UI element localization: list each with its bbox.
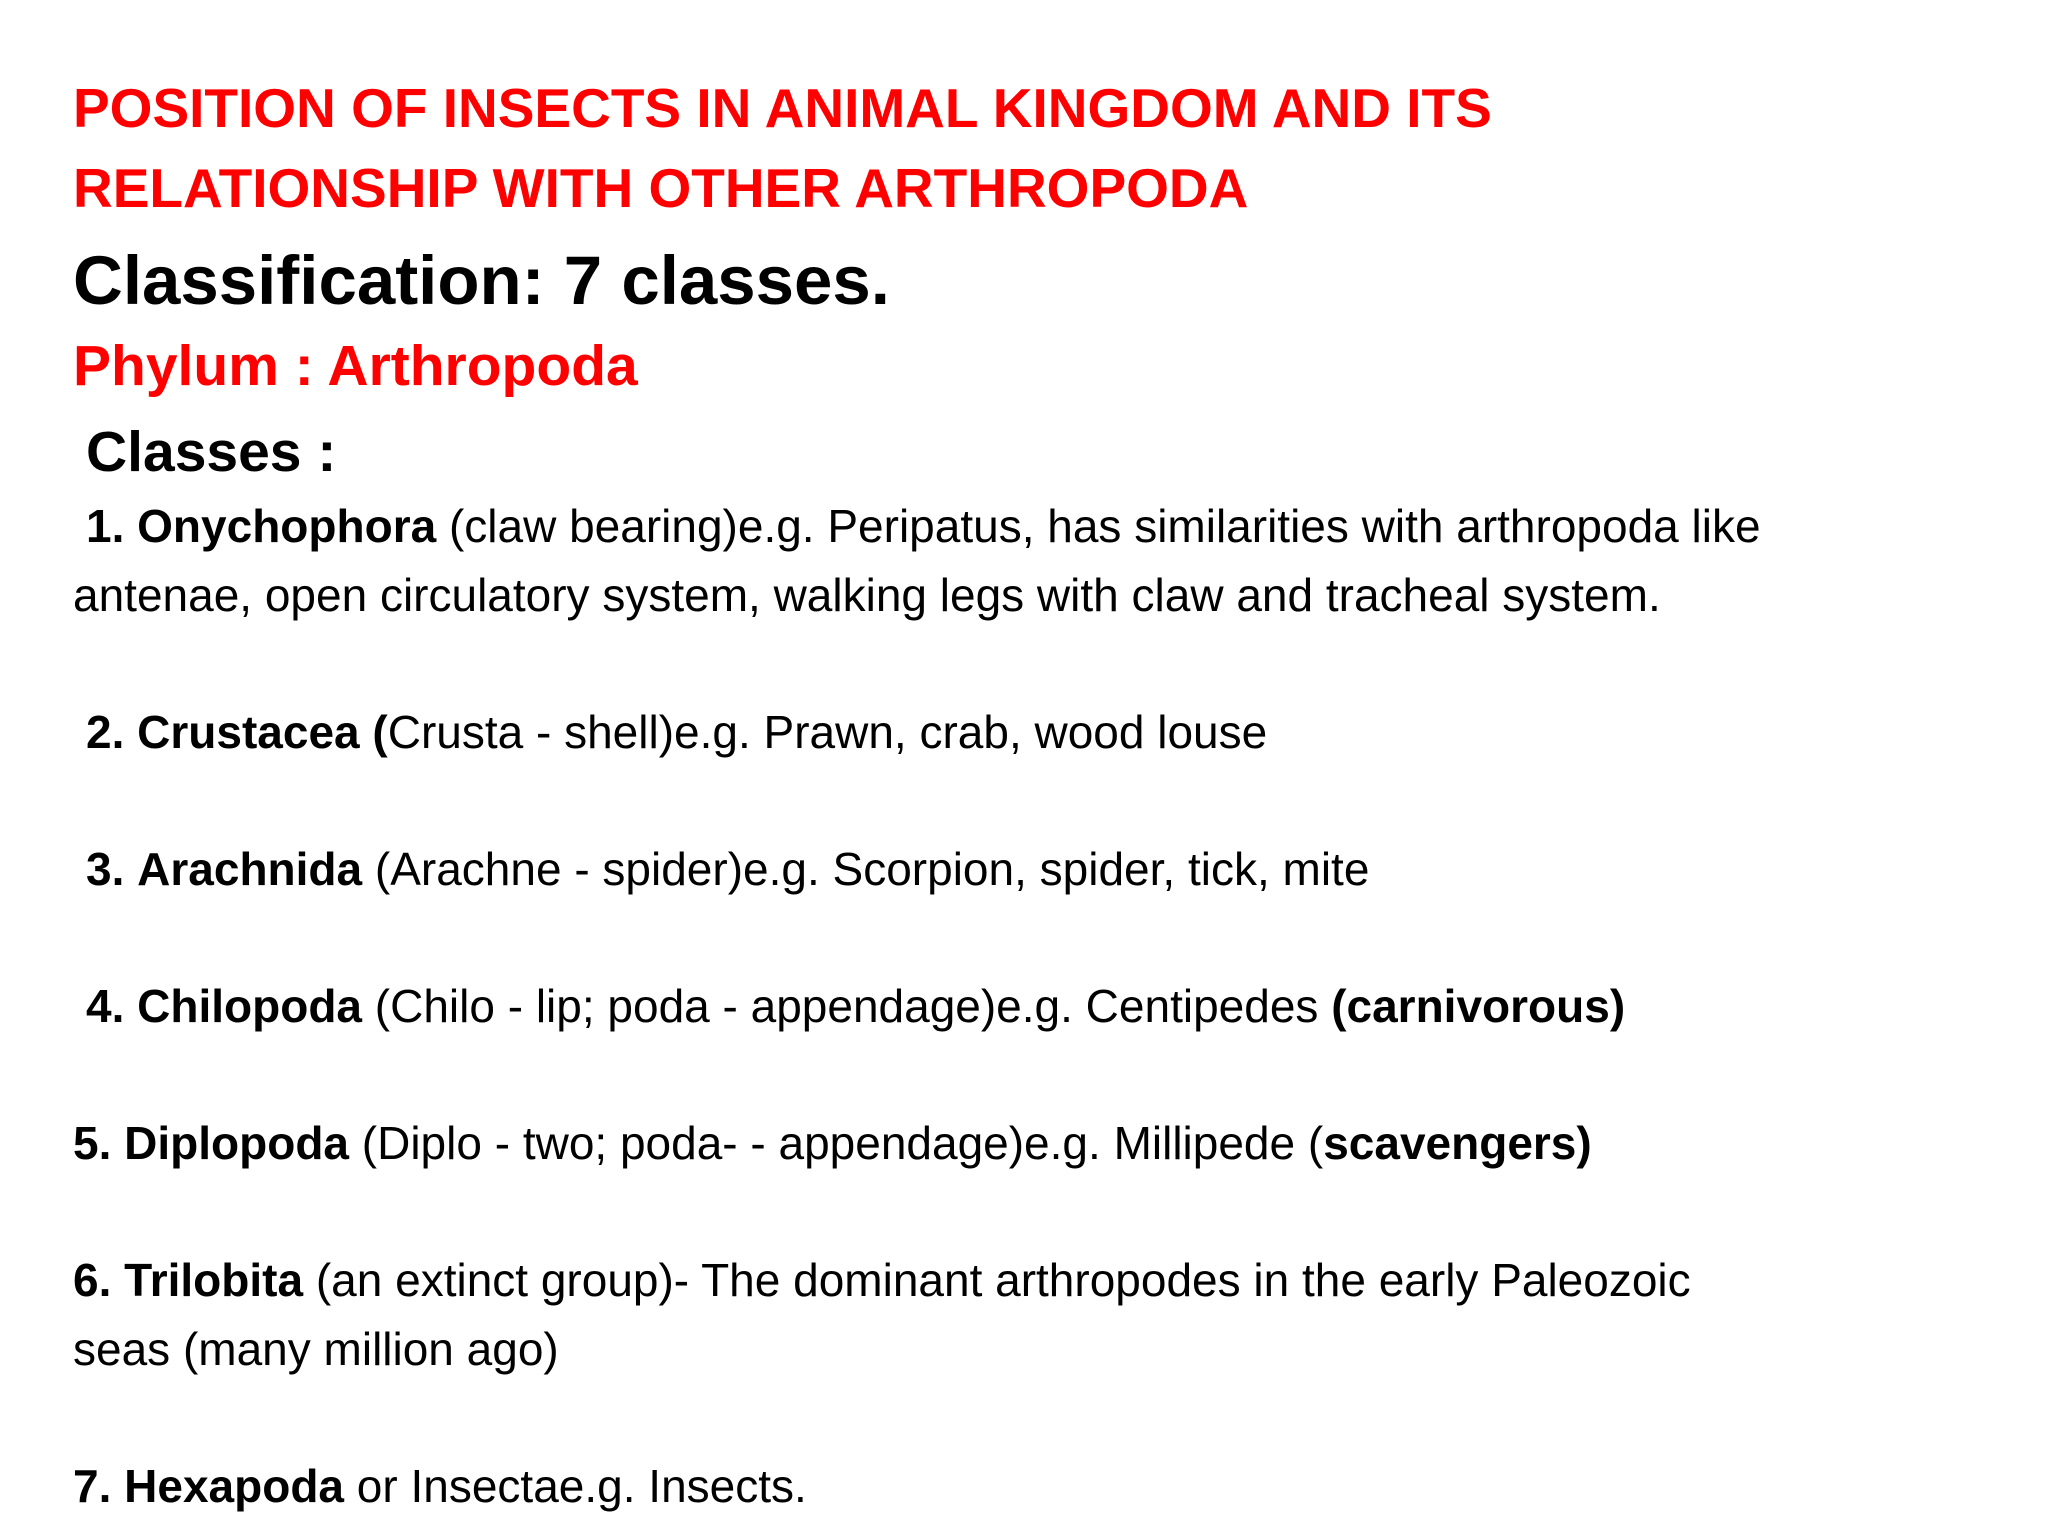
class-number: 6.	[73, 1254, 112, 1306]
class-description: (claw bearing)e.g. Peripatus, has similarities with arthropoda like	[436, 500, 1761, 552]
class-description: (Chilo - lip; poda - appendage)e.g. Centipedes	[362, 980, 1332, 1032]
class-number: 4.	[86, 980, 125, 1032]
class-description: (Arachne - spider)e.g. Scorpion, spider, tick, mite	[362, 843, 1370, 895]
class-emphasis: (carnivorous)	[1331, 980, 1626, 1032]
class-name: Arachnida	[137, 843, 363, 895]
class-description: (an extinct group)- The dominant arthropodes in the early Paleozoic	[303, 1254, 1691, 1306]
class-number: 1.	[86, 500, 125, 552]
class-item-hexapoda	[73, 1452, 807, 1520]
class-emphasis: scavengers)	[1323, 1117, 1592, 1169]
phylum-heading: Phylum : Arthropoda	[73, 334, 638, 398]
class-item-trilobita-continuation: seas (many million ago)	[73, 1323, 559, 1375]
class-item-chilopoda	[86, 972, 1625, 1040]
class-name: Onychophora	[137, 500, 437, 552]
class-item-arachnida	[86, 835, 1369, 903]
class-description: Crusta - shell)e.g. Prawn, crab, wood louse	[387, 706, 1268, 758]
class-name: Hexapoda	[124, 1460, 345, 1512]
class-item-trilobita	[73, 1246, 1691, 1314]
classes-heading: Classes :	[86, 420, 337, 484]
class-description: or Insectae.g. Insects.	[344, 1460, 807, 1512]
class-number: 2.	[86, 706, 125, 758]
class-item-crustacea	[86, 698, 1267, 766]
class-number: 3.	[86, 843, 125, 895]
slide-title-line-2: RELATIONSHIP WITH OTHER ARTHROPODA	[73, 157, 1249, 219]
class-name: Crustacea (	[137, 706, 388, 758]
class-name: Trilobita	[124, 1254, 304, 1306]
class-description: (Diplo - two; poda- - appendage)e.g. Millipede (	[349, 1117, 1324, 1169]
class-item-onychophora	[86, 492, 1761, 560]
slide-title-line-1: POSITION OF INSECTS IN ANIMAL KINGDOM AND ITS	[73, 77, 1492, 139]
class-name: Chilopoda	[137, 980, 363, 1032]
class-item-diplopoda	[73, 1109, 1592, 1177]
classification-heading: Classification: 7 classes.	[73, 242, 890, 319]
class-name: Diplopoda	[124, 1117, 350, 1169]
class-item-onychophora-continuation: antenae, open circulatory system, walking legs with claw and tracheal system.	[73, 569, 1661, 621]
class-number: 5.	[73, 1117, 112, 1169]
class-number: 7.	[73, 1460, 112, 1512]
